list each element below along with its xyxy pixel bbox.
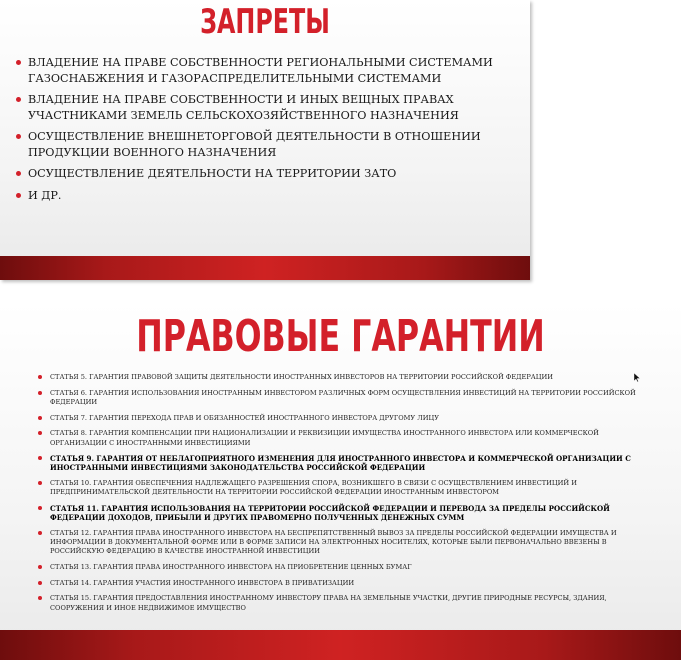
bullet-icon bbox=[16, 97, 21, 102]
bullet-icon bbox=[38, 456, 42, 460]
list-item-text: СТАТЬЯ 14. ГАРАНТИЯ УЧАСТИЯ ИНОСТРАННОГО ИНВЕСТОРА В ПРИВАТИЗАЦИИ bbox=[50, 578, 355, 587]
bullet-icon bbox=[38, 565, 42, 569]
list-item bbox=[38, 479, 638, 497]
list-item-text: СТАТЬЯ 10. ГАРАНТИЯ ОБЕСПЕЧЕНИЯ НАДЛЕЖАЩЕГО РАЗРЕШЕНИЯ СПОРА, ВОЗНИКШЕГО В СВЯЗИ С ОСУЩЕСТВЛЕНИЕМ ИНВЕСТИЦИЙ И ПРЕДПРИНИМАТЕЛЬСКОЙ ДЕЯТЕЛЬНОСТИ НА ТЕРРИТОРИИ РОССИЙСКОЙ ФЕДЕРАЦИИ ИНОСТРАННЫМ ИНВЕСТОРОМ bbox=[50, 479, 577, 497]
list-item bbox=[38, 373, 638, 382]
list-item bbox=[38, 389, 638, 407]
footer-bar bbox=[0, 256, 530, 280]
bullet-icon bbox=[16, 193, 21, 198]
list-item bbox=[16, 55, 516, 86]
slide-legal-guarantees bbox=[0, 303, 681, 660]
list-item bbox=[16, 92, 516, 123]
list-item-text: И ДР. bbox=[28, 188, 62, 202]
bullet-icon bbox=[38, 596, 42, 600]
mouse-cursor-icon bbox=[634, 373, 640, 382]
slide-prohibitions bbox=[0, 0, 530, 280]
bullet-icon bbox=[38, 506, 42, 510]
list-item-text: ВЛАДЕНИЕ НА ПРАВЕ СОБСТВЕННОСТИ И ИНЫХ ВЕЩНЫХ ПРАВАХ УЧАСТНИКАМИ ЗЕМЕЛЬ СЕЛЬСКОХОЗЯЙСТВЕННОГО НАЗНАЧЕНИЯ bbox=[28, 93, 459, 122]
bullet-icon bbox=[38, 581, 42, 585]
list-item bbox=[38, 563, 638, 572]
list-item-text: ОСУЩЕСТВЛЕНИЕ ВНЕШНЕТОРГОВОЙ ДЕЯТЕЛЬНОСТИ В ОТНОШЕНИИ ПРОДУКЦИИ ВОЕННОГО НАЗНАЧЕНИЯ bbox=[28, 130, 481, 159]
list-item-text: СТАТЬЯ 5. ГАРАНТИЯ ПРАВОВОЙ ЗАЩИТЫ ДЕЯТЕЛЬНОСТИ ИНОСТРАННЫХ ИНВЕСТОРОВ НА ТЕРРИТОРИИ РОССИЙСКОЙ ФЕДЕРАЦИИ bbox=[50, 373, 554, 381]
bullet-icon bbox=[38, 391, 42, 395]
list-item bbox=[38, 504, 638, 522]
list-item-text: СТАТЬЯ 12. ГАРАНТИЯ ПРАВА ИНОСТРАННОГО ИНВЕСТОРА НА БЕСПРЕПЯТСТВЕННЫЙ ВЫВОЗ ЗА ПРЕДЕЛЫ РОССИЙСКОЙ ФЕДЕРАЦИИ ИМУЩЕСТВА И ИНФОРМАЦИИ В ДОКУМЕНТАЛЬНОЙ ФОРМЕ ИЛИ В ФОРМЕ ЗАПИСИ НА ЭЛЕКТРОННЫХ НОСИТЕЛЯХ, КОТОРЫЕ БЫЛИ ПЕРВОНАЧАЛЬНО ВВЕЗЕНЫ В РОССИЙСКУЮ ФЕДЕРАЦИЮ В КАЧЕСТВЕ ИНОСТРАННОЙ ИНВЕСТИЦИИ bbox=[50, 528, 617, 556]
list-item-text: СТАТЬЯ 7. ГАРАНТИЯ ПЕРЕХОДА ПРАВ И ОБЯЗАННОСТЕЙ ИНОСТРАННОГО ИНВЕСТОРА ДРУГОМУ ЛИЦУ bbox=[50, 413, 440, 422]
bullet-icon bbox=[38, 375, 42, 379]
list-item bbox=[38, 414, 638, 423]
list-item bbox=[16, 166, 516, 182]
list-item bbox=[38, 529, 638, 557]
list-item-text: СТАТЬЯ 11. ГАРАНТИЯ ИСПОЛЬЗОВАНИЯ НА ТЕРРИТОРИИ РОССИЙСКОЙ ФЕДЕРАЦИИ И ПЕРЕВОДА ЗА ПРЕДЕЛЫ РОССИЙСКОЙ ФЕДЕРАЦИИ ДОХОДОВ, ПРИБЫЛИ И ДРУГИХ ПРАВОМЕРНО ПОЛУЧЕННЫХ ДЕНЕЖНЫХ СУММ bbox=[50, 504, 610, 523]
list-item-text: ОСУЩЕСТВЛЕНИЕ ДЕЯТЕЛЬНОСТИ НА ТЕРРИТОРИИ ЗАТО bbox=[28, 167, 397, 180]
bullet-list bbox=[38, 373, 638, 619]
list-item-text: СТАТЬЯ 15. ГАРАНТИЯ ПРЕДОСТАВЛЕНИЯ ИНОСТРАННОМУ ИНВЕСТОРУ ПРАВА НА ЗЕМЕЛЬНЫЕ УЧАСТКИ, ДРУГИЕ ПРИРОДНЫЕ РЕСУРСЫ, ЗДАНИЯ, СООРУЖЕНИЯ И ИНОЕ НЕДВИЖИМОЕ ИМУЩЕСТВО bbox=[50, 594, 607, 612]
bullet-icon bbox=[38, 431, 42, 435]
list-item bbox=[38, 429, 638, 447]
list-item-text: СТАТЬЯ 6. ГАРАНТИЯ ИСПОЛЬЗОВАНИЯ ИНОСТРАННЫМ ИНВЕСТОРОМ РАЗЛИЧНЫХ ФОРМ ОСУЩЕСТВЛЕНИЯ ИНВЕСТИЦИЙ НА ТЕРРИТОРИИ РОССИЙСКОЙ ФЕДЕРАЦИИ bbox=[50, 388, 636, 406]
bullet-icon bbox=[38, 481, 42, 485]
list-item bbox=[16, 188, 516, 204]
list-item-text: ВЛАДЕНИЕ НА ПРАВЕ СОБСТВЕННОСТИ РЕГИОНАЛЬНЫМИ СИСТЕМАМИ ГАЗОСНАБЖЕНИЯ И ГАЗОРАСПРЕДЕЛИТЕЛЬНЫМИ СИСТЕМАМИ bbox=[28, 56, 493, 85]
list-item-text: СТАТЬЯ 9. ГАРАНТИЯ ОТ НЕБЛАГОПРИЯТНОГО ИЗМЕНЕНИЯ ДЛЯ ИНОСТРАННОГО ИНВЕСТОРА И КОММЕРЧЕСКОЙ ОРГАНИЗАЦИИ С ИНОСТРАННЫМИ ИНВЕСТИЦИЯМИ ЗАКОНОДАТЕЛЬСТВА РОССИЙСКОЙ ФЕДЕРАЦИИ bbox=[50, 454, 631, 473]
list-item bbox=[38, 594, 638, 612]
list-item bbox=[16, 129, 516, 160]
bullet-icon bbox=[16, 171, 21, 176]
bullet-icon bbox=[38, 416, 42, 420]
slide-title: ЗАПРЕТЫ bbox=[200, 2, 330, 42]
footer-bar bbox=[0, 630, 681, 660]
bullet-icon bbox=[16, 60, 21, 65]
bullet-list bbox=[16, 55, 516, 209]
slide-title: ПРАВОВЫЕ ГАРАНТИИ bbox=[136, 311, 545, 362]
list-item bbox=[38, 579, 638, 588]
bullet-icon bbox=[38, 531, 42, 535]
bullet-icon bbox=[16, 134, 21, 139]
list-item bbox=[38, 454, 638, 472]
list-item-text: СТАТЬЯ 13. ГАРАНТИЯ ПРАВА ИНОСТРАННОГО ИНВЕСТОРА НА ПРИОБРЕТЕНИЕ ЦЕННЫХ БУМАГ bbox=[50, 563, 412, 572]
list-item-text: СТАТЬЯ 8. ГАРАНТИЯ КОМПЕНСАЦИИ ПРИ НАЦИОНАЛИЗАЦИИ И РЕКВИЗИЦИИ ИМУЩЕСТВА ИНОСТРАННОГО ИНВЕСТОРА ИЛИ КОММЕРЧЕСКОЙ ОРГАНИЗАЦИИ С ИНОСТРАННЫМИ ИНВЕСТИЦИЯМИ bbox=[50, 429, 599, 447]
